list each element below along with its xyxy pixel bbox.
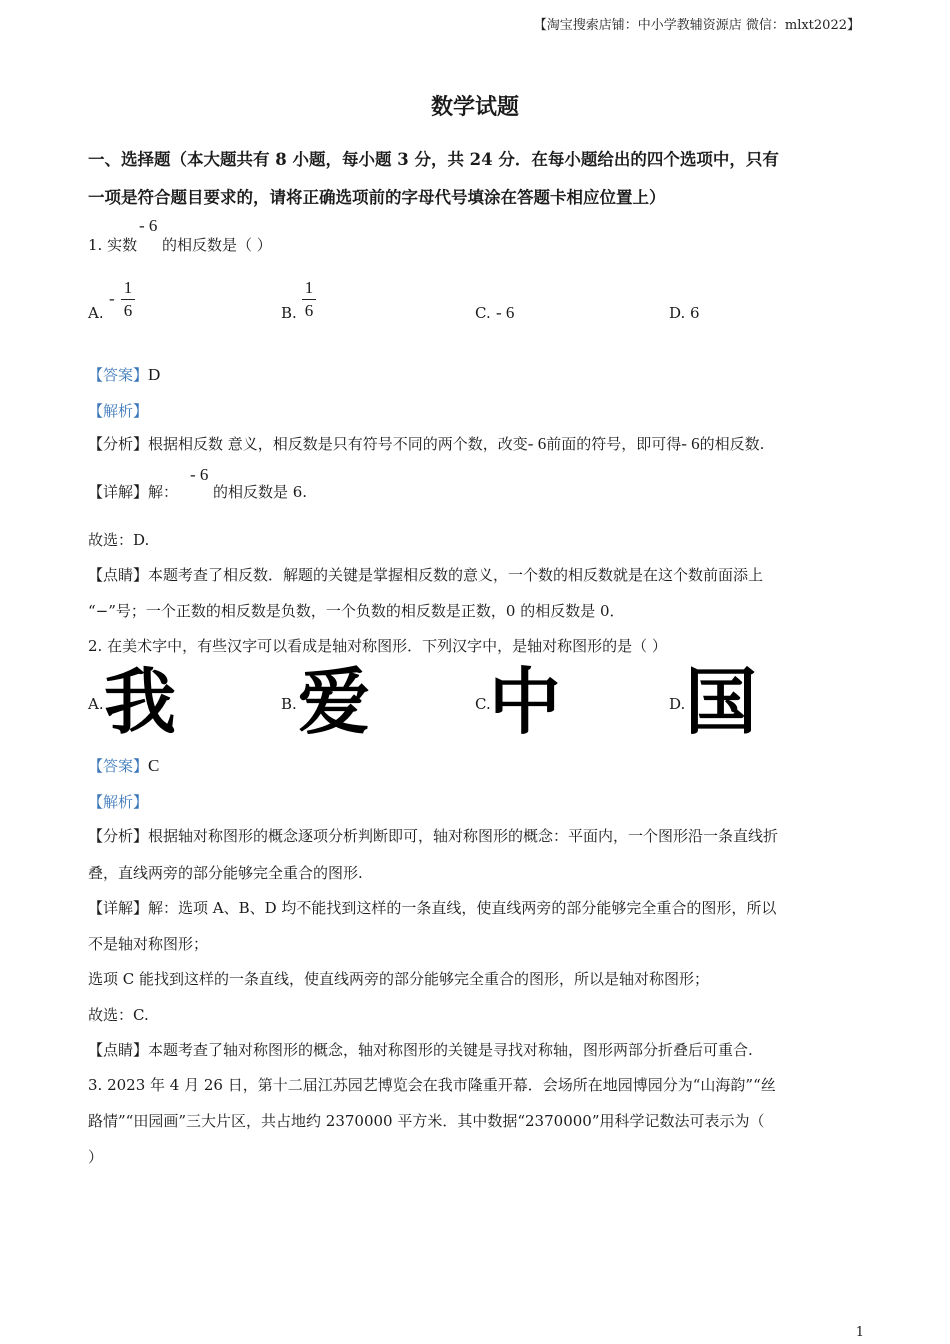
- q1-option-c-value: - 6: [496, 303, 515, 322]
- fraction-bar: [121, 299, 135, 300]
- q2-option-a-label: A.: [88, 695, 104, 713]
- section-heading-line2: 一项是符合题目要求的，请将正确选项前的字母代号填涂在答题卡相应位置上）: [88, 188, 666, 207]
- q1-xiangjie-number: - 6: [190, 465, 209, 484]
- page-number: 1: [855, 1325, 864, 1340]
- q1-option-b-fraction: [302, 279, 316, 319]
- q2-option-d-glyph: 国: [685, 660, 758, 744]
- q1-option-b-label: B.: [281, 304, 297, 322]
- q1-fenxi-text-b: 前面的符号，即可得: [546, 435, 682, 453]
- q2-option-a-glyph: 我: [104, 660, 177, 744]
- q3-stem-line3: ）: [88, 1148, 104, 1166]
- q2-choice: 故选：C.: [88, 1006, 149, 1024]
- q1-fenxi-text-a: 【分析】根据相反数 意义，相反数是只有符号不同的两个数，改变: [88, 435, 528, 453]
- answer-tag: 【答案】: [88, 757, 149, 775]
- page-header: 【淘宝搜索店铺：中小学教辅资源店 微信：mlxt2022】: [533, 18, 860, 33]
- q2-xiangjie-line1: 【详解】解：选项 A、B、D 均不能找到这样的一条直线，使直线两旁的部分能够完全重合的图形，所以: [88, 899, 777, 917]
- q2-option-b-glyph: 爱: [298, 660, 371, 744]
- q1-fenxi: [88, 433, 764, 454]
- q1-comment-line2: “−”号；一个正数的相反数是负数，一个负数的相反数是正数，0 的相反数是 0．: [88, 602, 625, 620]
- q2-fenxi-line1: 【分析】根据轴对称图形的概念逐项分析判断即可，轴对称图形的概念：平面内，一个图形沿一条直线折: [88, 827, 779, 845]
- page-title: 数学试题: [430, 94, 519, 120]
- q2-analysis-tag: 【解析】: [88, 793, 149, 811]
- q1-choice: 故选：D.: [88, 531, 150, 549]
- q1-fenxi-text-c: 的相反数.: [699, 435, 765, 453]
- answer-value: D: [148, 365, 161, 384]
- q2-answer: [88, 755, 159, 776]
- q1-option-a-numerator: 1: [123, 278, 133, 297]
- q1-option-c-label: C.: [475, 304, 491, 322]
- q1-comment-line1: 【点睛】本题考查了相反数．解题的关键是掌握相反数的意义，一个数的相反数就是在这个数前面添上: [88, 566, 764, 584]
- q2-option-b-label: B.: [281, 695, 297, 713]
- q2-xiangjie-line2: 不是轴对称图形；: [88, 935, 209, 953]
- q2-comment: 【点睛】本题考查了轴对称图形的概念，轴对称图形的关键是寻找对称轴，图形两部分折叠后可重合.: [88, 1041, 753, 1059]
- q3-stem-line2: 路情”“田园画”三大片区，共占地约 2370000 平方米．其中数据“2370000”用科学记数法可表示为（: [88, 1112, 765, 1130]
- q3-stem-line1: 3. 2023 年 4 月 26 日，第十二届江苏园艺博览会在我市隆重开幕．会场所在地园博园分为“山海韵”“丝: [88, 1076, 776, 1094]
- q1-option-d: D. 6: [669, 304, 700, 322]
- q1-xiangjie-prefix: 【详解】解：: [88, 483, 179, 501]
- q2-option-c-label: C.: [475, 695, 491, 713]
- q1-xiangjie-suffix: 的相反数是 6.: [213, 483, 308, 501]
- q1-option-b-denominator: 6: [304, 301, 314, 320]
- q1-option-a-sign: -: [109, 289, 115, 308]
- q2-option-d-label: D.: [669, 695, 686, 713]
- q1-analysis-tag: 【解析】: [88, 402, 149, 420]
- q1-stem-number: - 6: [139, 216, 158, 235]
- q1-option-a-fraction: [121, 279, 135, 319]
- q2-stem: 2. 在美术字中，有些汉字可以看成是轴对称图形．下列汉字中，是轴对称图形的是（ ）: [88, 637, 667, 655]
- q1-stem-suffix: 的相反数是（ ）: [162, 236, 272, 254]
- q1-fenxi-number-2: - 6: [681, 434, 700, 453]
- section-heading-line1: 一、选择题（本大题共有 8 小题，每小题 3 分，共 24 分．在每小题给出的四个选项中，只有: [88, 150, 779, 169]
- q1-option-a-denominator: 6: [123, 301, 133, 320]
- answer-value: C: [148, 756, 160, 775]
- q2-option-c-glyph: 中: [489, 660, 562, 744]
- answer-tag: 【答案】: [88, 366, 149, 384]
- q1-answer: [88, 364, 160, 385]
- q1-fenxi-number-1: - 6: [527, 434, 547, 453]
- q1-stem-prefix: 1. 实数: [88, 236, 138, 254]
- q2-xiangjie-line3: 选项 C 能找到这样的一条直线，使直线两旁的部分能够完全重合的图形，所以是轴对称图形；: [88, 970, 710, 988]
- q1-option-b-numerator: 1: [304, 278, 314, 297]
- fraction-bar: [302, 299, 316, 300]
- q1-option-a-label: A.: [88, 304, 104, 322]
- q2-fenxi-line2: 叠，直线两旁的部分能够完全重合的图形.: [88, 864, 363, 882]
